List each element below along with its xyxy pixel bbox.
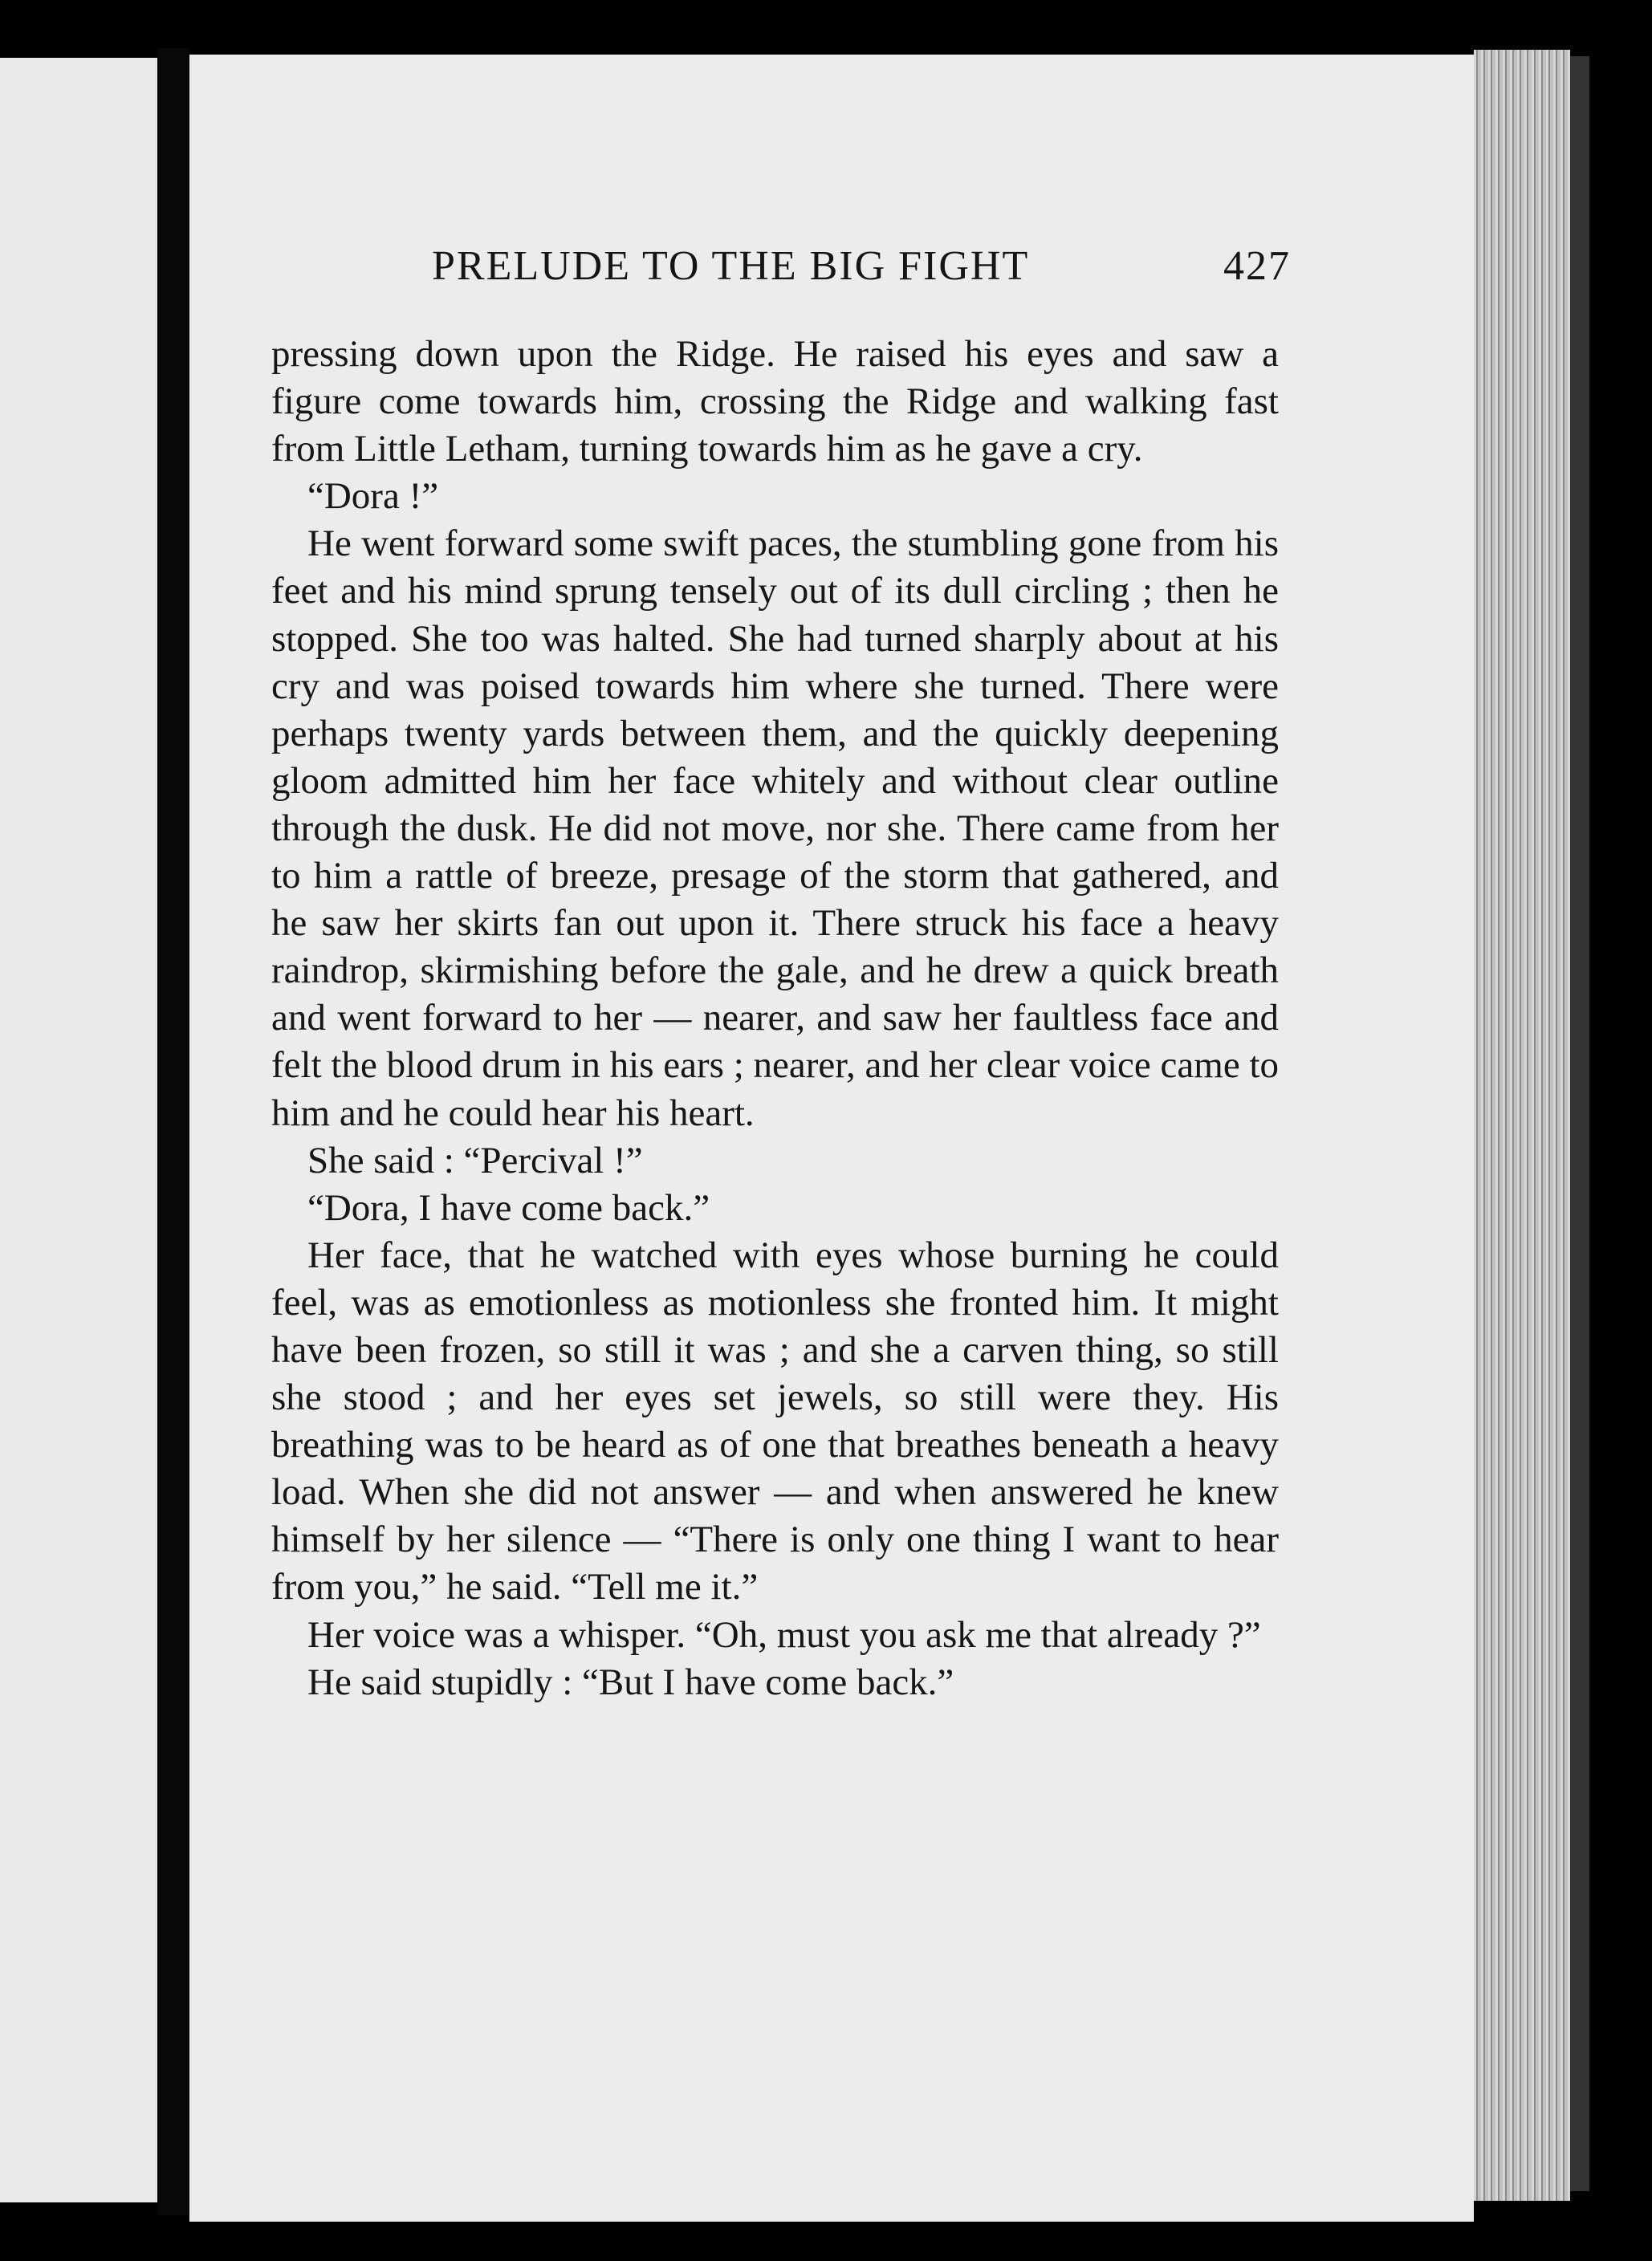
paragraph: “Dora !” [307,475,439,518]
paragraph: He went forward some swift paces, the stumbling gone from his feet and his mind sprung tensely out of its dull circling ; then he stopped. She too was halted. She had turned sharply about at his cry and was poised towards him where she turned. There were perhaps twenty yards between them, and the quickly deepening gloom admitted him her face whitely and without clear outline through the dusk. He did not move, nor she. There came from her to him a rattle of breeze, presage of the storm that gathered, and he saw her skirts fan out upon it. There struck his face a heavy raindrop, skirmishing before the gale, and he drew a quick breath and went forward to her — nearer, and saw her faultless face and felt the blood drum in his ears ; nearer, and her clear voice came to him and he could hear his heart. [271,523,1279,1134]
paragraph: She said : “Percival !” [307,1139,643,1181]
running-title: PRELUDE TO THE BIG FIGHT [432,243,1030,289]
page-edge-shadow [1570,56,1589,2191]
paragraph: Her face, that he watched with eyes whose burning he could feel, was as emotionless as motionless she fronted him. It might have been frozen, so still it was ; and she a carven thing, so still she stood ; and her eyes set jewels, so still were they. His breathing was to be heard as of one that breathes beneath a heavy load. When she did not answer — and when answered he knew himself by her silence — “There is only one thing I want to hear from you,” he said. “Tell me it.” [271,1234,1279,1608]
paragraph: He said stupidly : “But I have come back.” [307,1661,954,1703]
paragraph: pressing down upon the Ridge. He raised his eyes and saw a figure come towards him, crossing the Ridge and walking fast from Little Letham, turning towards him as he gave a cry. [271,333,1279,470]
page-edges [1474,50,1570,2201]
left-facing-page [0,58,157,2202]
book-gutter [157,48,189,2215]
paragraph: Her voice was a whisper. “Oh, must you ask me that already ?” [307,1613,1261,1656]
paragraph: “Dora, I have come back.” [307,1186,710,1229]
body-text [271,331,1279,1706]
page-number: 427 [1223,243,1291,289]
